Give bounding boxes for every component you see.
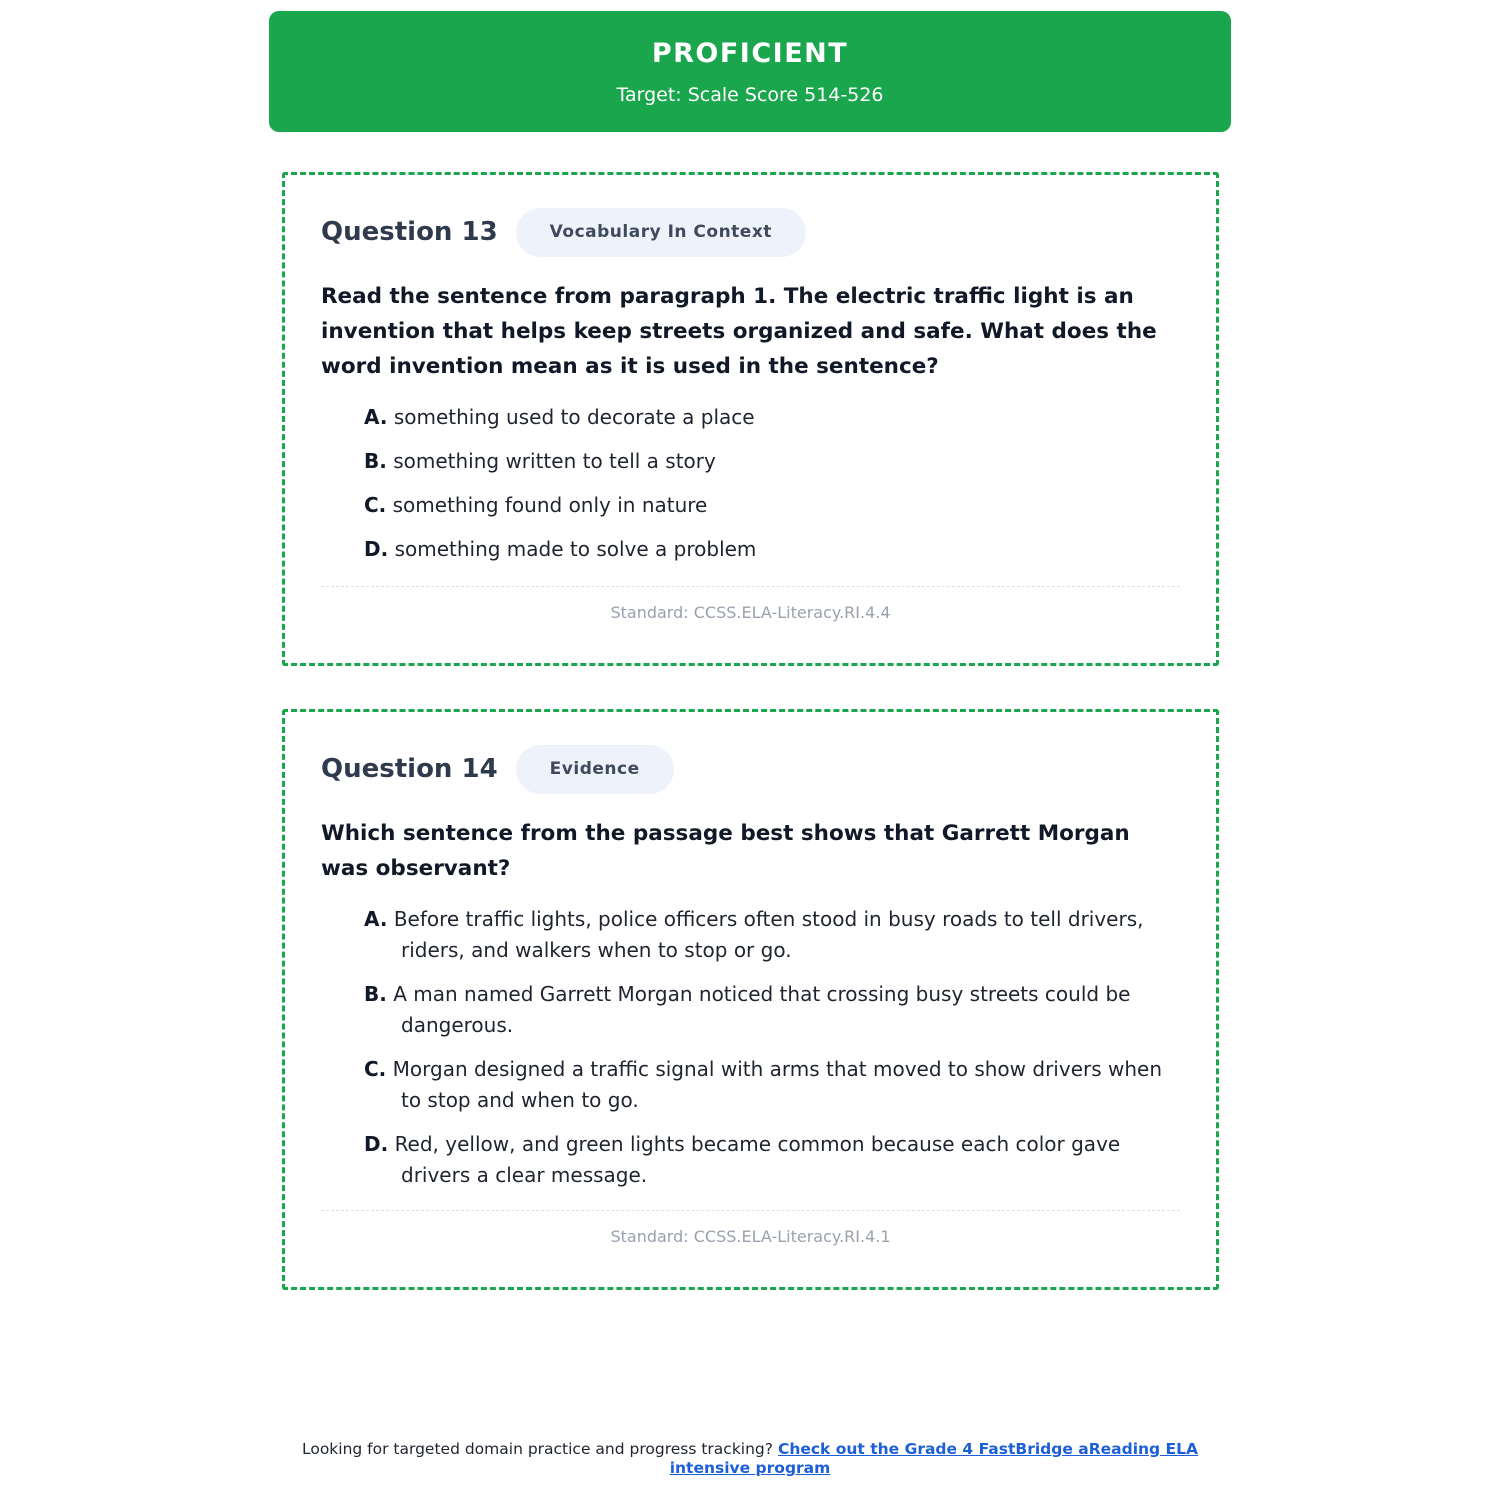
question-header (321, 207, 1180, 257)
answer-option-d (364, 534, 1180, 565)
option-letter: D. (364, 1132, 389, 1156)
answer-options (321, 904, 1180, 1191)
standard-label: Standard: CCSS.ELA-Literacy.RI.4.4 (610, 603, 891, 622)
answer-option-c (364, 490, 1180, 521)
question-number: Question 13 (321, 217, 498, 247)
question-number: Question 14 (321, 754, 498, 784)
option-text: something used to decorate a place (393, 405, 755, 429)
option-letter: A. (364, 907, 388, 931)
question-prompt: Which sentence from the passage best shows that Garrett Morgan was observant? (321, 821, 1130, 881)
answer-option-d (364, 1129, 1180, 1191)
question-card-13 (282, 172, 1219, 666)
answer-option-c (364, 1054, 1180, 1116)
question-header (321, 744, 1180, 794)
question-prompt: Read the sentence from paragraph 1. The electric traffic light is an invention that helps keep streets organized and safe. What does the word invention mean as it is used in the sentence? (321, 284, 1157, 379)
option-text: Morgan designed a traffic signal with arms that moved to show drivers when to stop and when to go. (392, 1057, 1163, 1112)
answer-option-a (364, 904, 1180, 966)
option-letter: B. (364, 449, 387, 473)
proficiency-banner (269, 11, 1231, 132)
option-text: Red, yellow, and green lights became common because each color gave drivers a clear message. (394, 1132, 1121, 1187)
target-score-range: Target: Scale Score 514-526 (616, 84, 884, 106)
option-text: Before traffic lights, police officers often stood in busy roads to tell drivers, riders, and walkers when to stop or go. (393, 907, 1144, 962)
option-letter: C. (364, 493, 387, 517)
answer-options (321, 402, 1180, 565)
program-link[interactable]: Check out the Grade 4 FastBridge aReading ELA intensive program (669, 1440, 1199, 1477)
skill-tag: Vocabulary In Context (516, 208, 806, 257)
option-letter: C. (364, 1057, 387, 1081)
standard-footer (321, 586, 1180, 663)
option-letter: D. (364, 537, 389, 561)
option-letter: B. (364, 982, 387, 1006)
standard-footer (321, 1210, 1180, 1287)
answer-option-a (364, 402, 1180, 433)
option-text: something written to tell a story (393, 449, 716, 473)
program-promo (260, 1440, 1240, 1478)
question-card-14 (282, 709, 1219, 1290)
option-text: something found only in nature (392, 493, 708, 517)
proficiency-level-title: PROFICIENT (651, 38, 849, 69)
answer-option-b (364, 446, 1180, 477)
answer-option-b (364, 979, 1180, 1041)
skill-tag: Evidence (516, 745, 674, 794)
option-text: something made to solve a problem (394, 537, 757, 561)
standard-label: Standard: CCSS.ELA-Literacy.RI.4.1 (610, 1227, 891, 1246)
option-letter: A. (364, 405, 388, 429)
promo-text: Looking for targeted domain practice and progress tracking? (301, 1440, 773, 1458)
option-text: A man named Garrett Morgan noticed that crossing busy streets could be dangerous. (393, 982, 1131, 1037)
